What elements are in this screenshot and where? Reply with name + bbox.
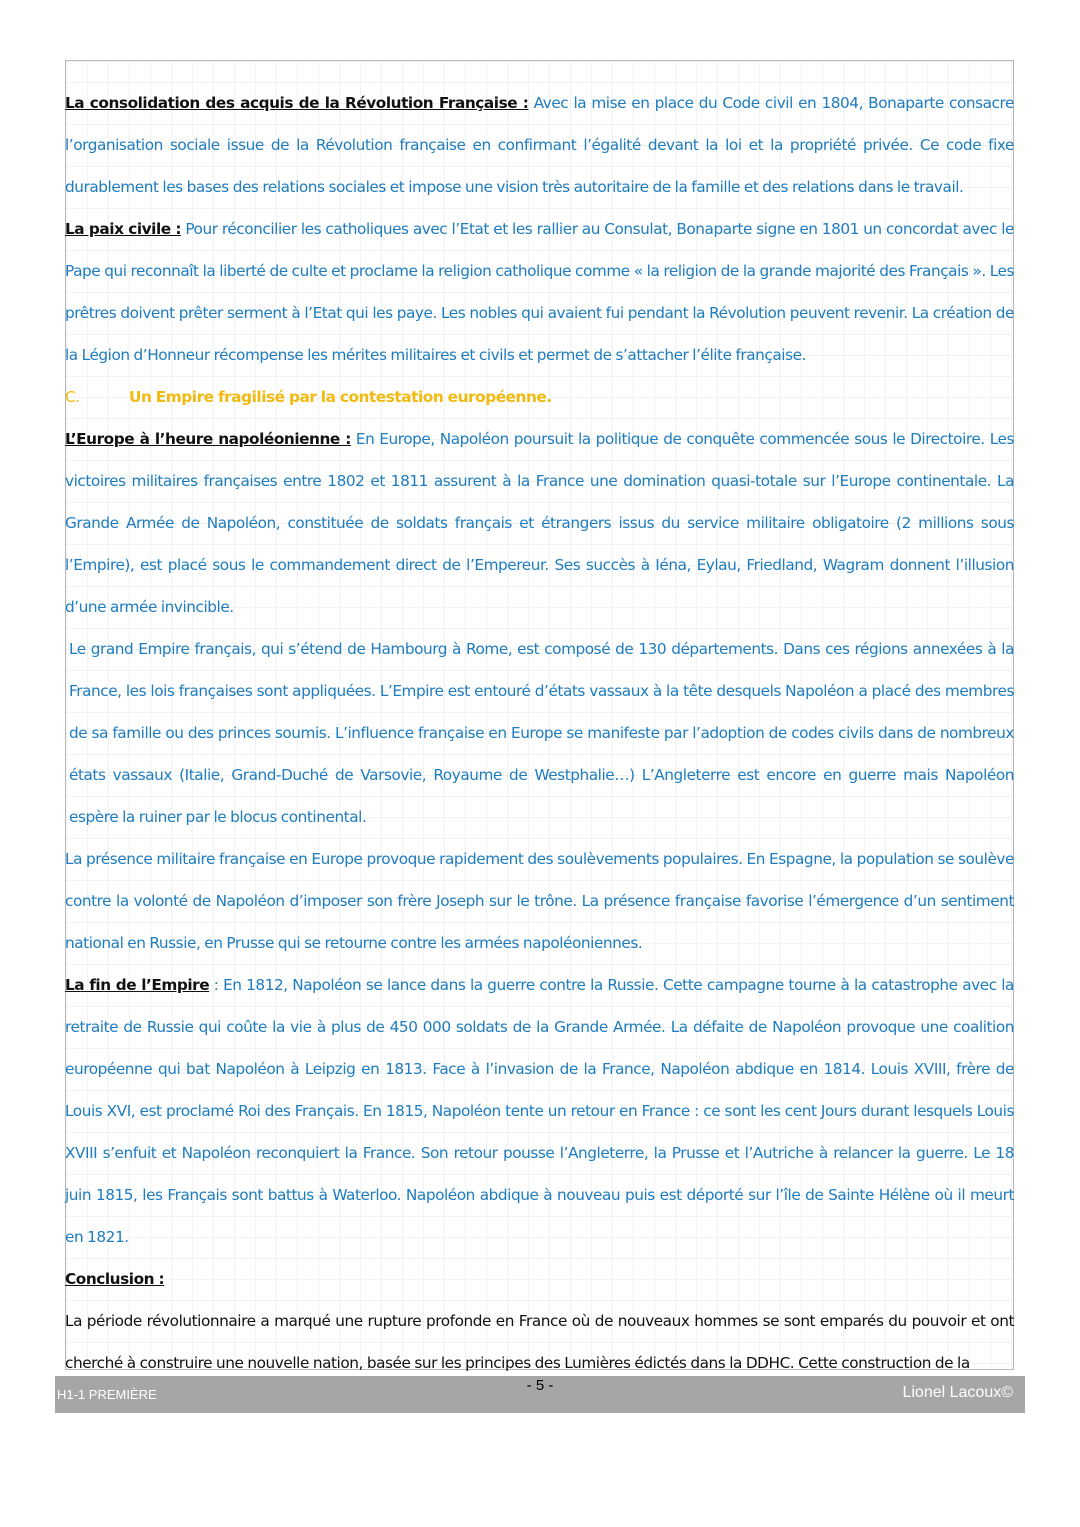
heading-europe: L’Europe à l’heure napoléonienne :	[65, 430, 351, 448]
heading-consolidation: La consolidation des acquis de la Révolution Française :	[65, 94, 529, 112]
text-fin-empire: : En 1812, Napoléon se lance dans la guerre contre la Russie. Cette campagne tourne à la catastrophe avec la retraite de Russie qui coûte la vie à plus de 450 000 soldats de la Grande Armée. La défaite de Napoléon provoque une coalition européenne qui bat Napoléon à Leipzig en 1813. Face à l’invasion de la France, Napoléon abdique en 1814. Louis XVIII, frère de Louis XVI, est proclamé Roi des Français. En 1815, Napoléon tente un retour en France : ce sont les cent Jours durant lesquels Louis XVIII s’enfuit et Napoléon reconquiert la France. Son retour pousse l’Angleterre, la Prusse et l’Autriche à relancer la guerre. Le 18 juin 1815, les Français sont battus à Waterloo. Napoléon abdique à nouveau puis est déporté sur l’île de Sainte Hélène où il meurt en 1821.	[65, 976, 1014, 1246]
footer-course-label: H1-1 PREMIÈRE	[57, 1387, 157, 1402]
text-europe: En Europe, Napoléon poursuit la politique de conquête commencée sous le Directoire. Les victoires militaires françaises entre 1802 et 1811 assurent à la France une domination quasi-totale sur l’Europe continentale. La Grande Armée de Napoléon, constituée de soldats français et étrangers issus du service militaire obligatoire (2 millions sous l’Empire), est placé sous le commandement direct de l’Empereur. Ses succès à Iéna, Eylau, Friedland, Wagram donnent l’illusion d’une armée invincible.	[65, 430, 1014, 616]
section-heading	[65, 376, 1014, 418]
page-footer	[55, 1376, 1025, 1413]
paragraph-fin-empire	[65, 964, 1014, 1258]
heading-paix-civile: La paix civile :	[65, 220, 182, 238]
paragraph-paix-civile	[65, 208, 1014, 376]
heading-conclusion: Conclusion :	[65, 1270, 165, 1288]
paragraph-conclusion-heading	[65, 1258, 1014, 1300]
page-number: - 5 -	[526, 1377, 554, 1394]
footer-author: Lionel Lacoux©	[902, 1384, 1013, 1401]
section-letter: C.	[65, 388, 80, 406]
text-consolidation: Avec la mise en place du Code civil en 1804, Bonaparte consacre l’organisation sociale issue de la Révolution française en confirmant l’égalité devant la loi et la propriété privée. Ce code fixe durablement les bases des relations sociales et impose une vision très autoritaire de la famille et des relations dans le travail.	[65, 94, 1014, 196]
paragraph-code-civil	[65, 82, 1014, 208]
paragraph-europe	[65, 418, 1014, 628]
document-body	[65, 82, 1014, 1384]
heading-fin-empire: La fin de l’Empire	[65, 976, 210, 994]
text-paix-civile: Pour réconcilier les catholiques avec l’Etat et les rallier au Consulat, Bonaparte signe en 1801 un concordat avec le Pape qui reconnaît la liberté de culte et proclame la religion catholique comme « la religion de la grande majorité des Français ». Les prêtres doivent prêter serment à l’Etat qui les paye. Les nobles qui avaient fui pendant la Révolution peuvent revenir. La création de la Légion d’Honneur récompense les mérites militaires et civils et permet de s’attacher l’élite française.	[65, 220, 1014, 364]
paragraph-conclusion: La période révolutionnaire a marqué une rupture profonde en France où de nouveaux hommes se sont emparés du pouvoir et ont cherché à construire une nouvelle nation, basée sur les principes des Lumières édictés dans la DDHC. Cette construction de la	[65, 1312, 1014, 1372]
section-title: Un Empire fragilisé par la contestation européenne.	[129, 388, 552, 406]
paragraph-grand-empire: Le grand Empire français, qui s’étend de Hambourg à Rome, est composé de 130 départements. Dans ces régions annexées à la France, les lois françaises sont appliquées. L’Empire est entouré d’états vassaux à la tête desquels Napoléon a placé des membres de sa famille ou des princes soumis. L’influence française en Europe se manifeste par l’adoption de codes civils dans de nombreux états vassaux (Italie, Grand-Duché de Varsovie, Royaume de Westphalie…) L’Angleterre est encore en guerre mais Napoléon espère la ruiner par le blocus continental.	[69, 640, 1014, 826]
paragraph-presence-militaire: La présence militaire française en Europe provoque rapidement des soulèvements populaires. En Espagne, la population se soulève contre la volonté de Napoléon d’imposer son frère Joseph sur le trône. La présence française favorise l’émergence d’un sentiment national en Russie, en Prusse qui se retourne contre les armées napoléoniennes.	[65, 850, 1014, 952]
